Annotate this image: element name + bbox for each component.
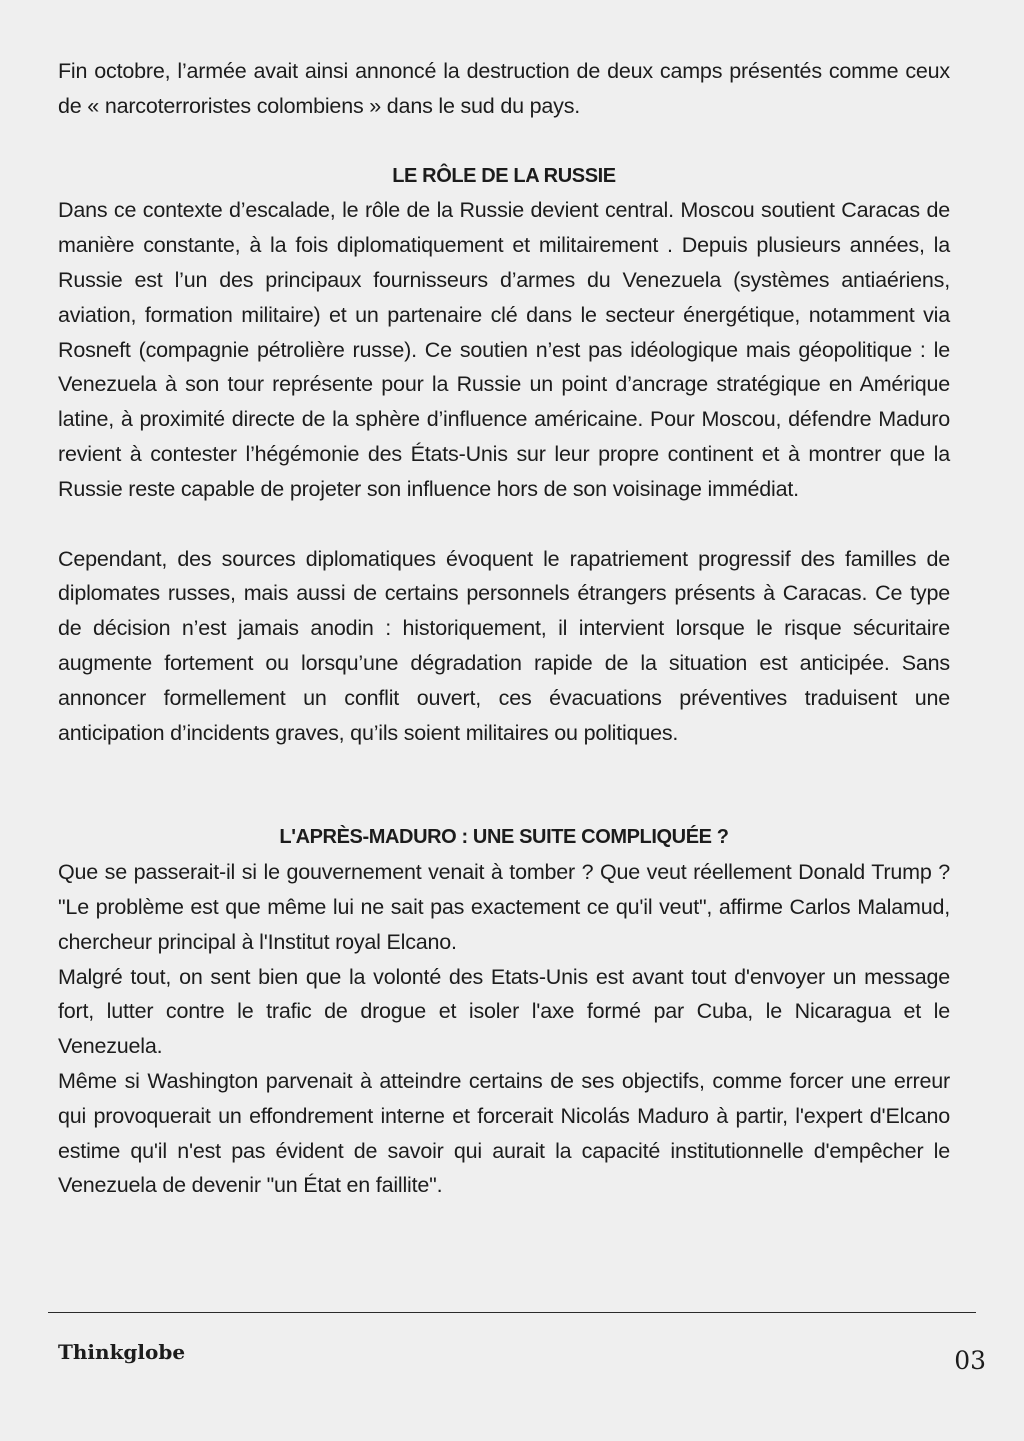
article-body — [58, 54, 950, 1203]
footer-divider — [48, 1312, 976, 1313]
page-number: 03 — [954, 1346, 986, 1375]
spacer — [58, 507, 950, 542]
footer-brand: Thinkglobe — [58, 1340, 186, 1364]
spacer — [58, 124, 950, 159]
section-heading-after-maduro: L'APRÈS-MADURO : UNE SUITE COMPLIQUÉE ? — [279, 826, 729, 849]
russia-paragraph-1: Dans ce contexte d’escalade, le rôle de la Russie devient central. Moscou soutient Caracas de manière constante, à la fois diplomatiquement et militairement . Depuis plusieurs années, la Russie est l’un des principaux fournisseurs d’armes du Venezuela (systèmes antiaériens, aviation, formation militaire) et un partenaire clé dans le secteur énergétique, notamment via Rosneft (compagnie pétrolière russe). Ce soutien n’est pas idéologique mais géopolitique : le Venezuela à son tour représente pour la Russie un point d’ancrage stratégique en Amérique latine, à proximité directe de la sphère d’influence américaine. Pour Moscou, défendre Maduro revient à contester l’hégémonie des États-Unis sur leur propre continent et à montrer que la Russie reste capable de projeter son influence hors de son voisinage immédiat. — [58, 198, 950, 501]
after-maduro-paragraph-2: Malgré tout, on sent bien que la volonté des Etats-Unis est avant tout d'envoyer un message fort, lutter contre le trafic de drogue et isoler l'axe formé par Cuba, le Nicaragua et le Venezuela. — [58, 964, 950, 1059]
after-maduro-paragraph-1: Que se passerait-il si le gouvernement venait à tomber ? Que veut réellement Donald Trump ? "Le problème est que même lui ne sait pas exactement ce qu'il veut", affirme Carlos Malamud, chercheur principal à l'Institut royal Elcano. — [58, 860, 950, 954]
spacer — [58, 750, 950, 820]
after-maduro-paragraph-3: Même si Washington parvenait à atteindre certains de ses objectifs, comme forcer une erreur qui provoquerait un effondrement interne et forcerait Nicolás Maduro à partir, l'expert d'Elcano estime qu'il n'est pas évident de savoir qui aurait la capacité institutionnelle d'empêcher le Venezuela de devenir "un État en faillite". — [58, 1068, 950, 1198]
section-heading-russia: LE RÔLE DE LA RUSSIE — [392, 164, 616, 187]
intro-paragraph: Fin octobre, l’armée avait ainsi annoncé la destruction de deux camps présentés comme ceux de « narcoterroristes colombiens » dans le sud du pays. — [58, 59, 950, 118]
russia-paragraph-2: Cependant, des sources diplomatiques évoquent le rapatriement progressif des familles de diplomates russes, mais aussi de certains personnels étrangers présents à Caracas. Ce type de décision n’est jamais anodin : historiquement, il intervient lorsque le risque sécuritaire augmente fortement ou lorsqu’une dégradation rapide de la situation est anticipée. Sans annoncer formellement un conflit ouvert, ces évacuations préventives traduisent une anticipation d’incidents graves, qu’ils soient militaires ou politiques. — [58, 546, 950, 745]
